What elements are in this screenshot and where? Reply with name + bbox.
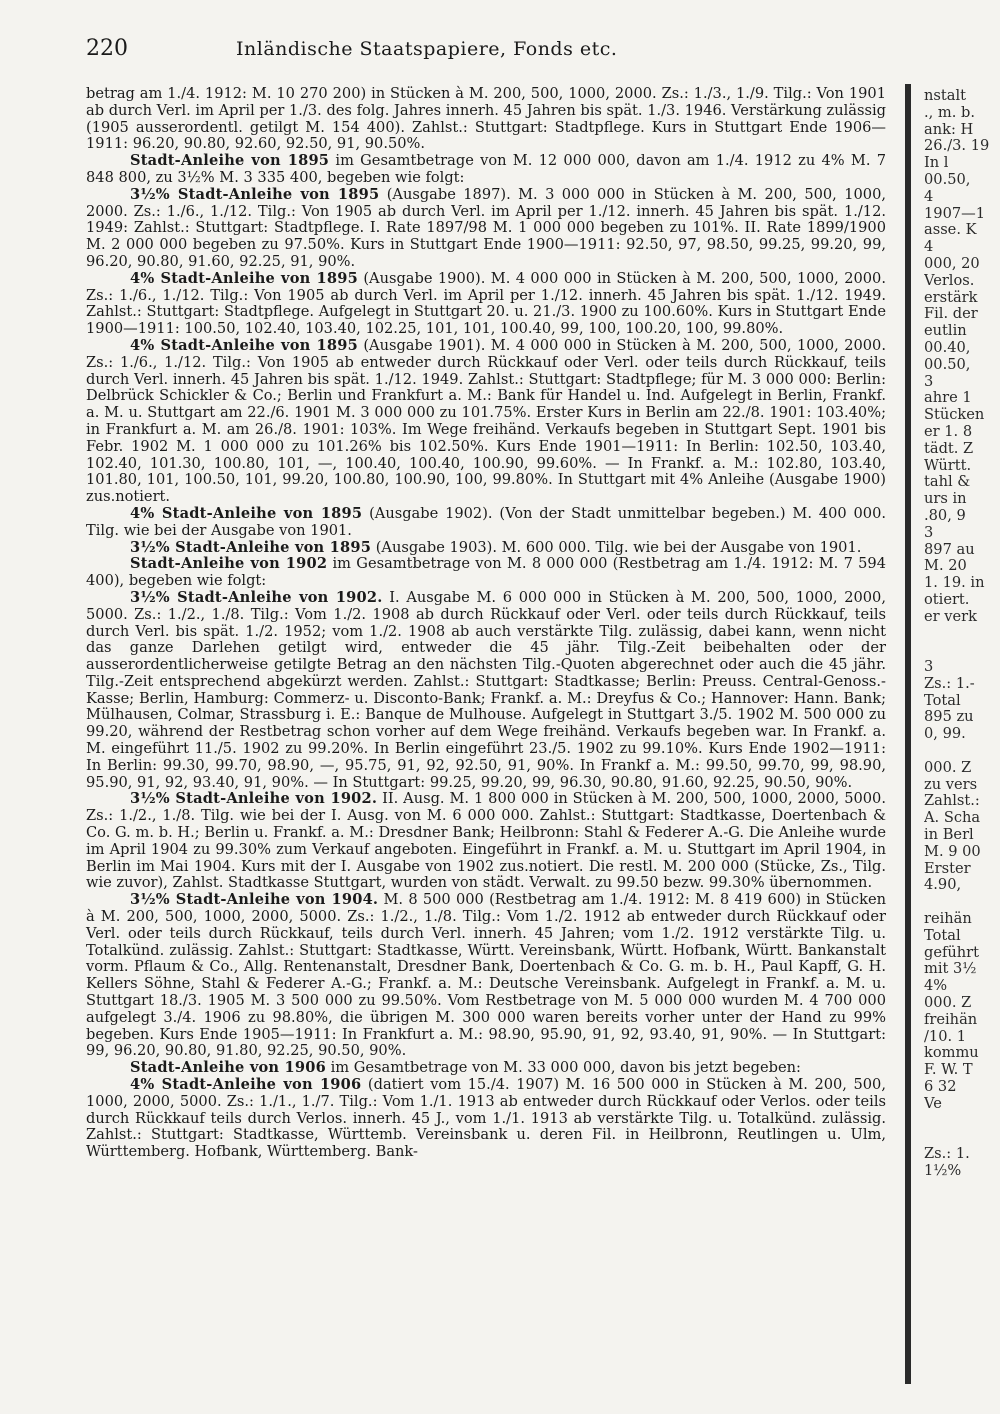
adjacent-page-line: In l: [924, 154, 949, 172]
page-header: [86, 36, 906, 70]
adjacent-page-line: 3: [924, 523, 934, 541]
paragraph: 4% Stadt-Anleihe von 1895 (Ausgabe 1901). M. 4 000 000 in Stücken à M. 200, 500, 1000, 2000. Zs.: 1./6., 1./12. Tilg.: Von 1905 ab entweder durch Rückkauf oder Verl. oder teils durch Rückkauf, teils durch Verl. innerh. 45 Jahren bis spät. 1./12. 1949. Zahlst.: Stuttgart: Stadtpflege; für M. 3 000 000: Berlin: Delbrück Schickler & Co.; Berlin und Frankfurt a. M.: Bank für Handel u. Ind. Aufgelegt in Berlin, Frankf. a. M. u. Stuttgart am 22./6. 1901 M. 3 000 000 zu 101.75%. Erster Kurs in Berlin am 22./8. 1901: 103.40%; in Frankfurt a. M. am 26./8. 1901: 103%. Im Wege freihänd. Verkaufs begeben in Stuttgart Sept. 1901 bis Febr. 1902 M. 1 000 000 zu 101.26% bis 102.50%. Kurs Ende 1901—1911: In Berlin: 102.50, 103.40, 102.40, 101.30, 100.80, 101, —, 100.40, 100.40, 100.90, 99.60%. — In Frankf. a. M.: 102.80, 103.40, 101.80, 101, 100.50, 101, 99.20, 100.80, 100.90, 100, 99.80%. In Stuttgart mit 4% Anleihe (Ausgabe 1900) zus.notiert.: [86, 336, 886, 506]
adjacent-page-line: M. 20: [924, 557, 967, 575]
adjacent-page-line: reihän: [924, 910, 972, 928]
adjacent-page-line: 1907—1: [924, 204, 986, 222]
adjacent-page-line: [924, 1113, 1000, 1130]
adjacent-page-line: [924, 894, 1000, 911]
adjacent-page-line: F. W. T: [924, 1061, 973, 1079]
paragraph: Stadt-Anleihe von 1906 im Gesamtbetrage von M. 33 000 000, davon bis jetzt begeben:: [130, 1059, 801, 1077]
adjacent-page-line: erstärk: [924, 288, 978, 306]
adjacent-page-line: otiert.: [924, 590, 970, 608]
adjacent-page-line: in Berl: [924, 826, 974, 844]
adjacent-page-line: [924, 642, 1000, 659]
running-head: Inländische Staatspapiere, Fonds etc.: [236, 38, 618, 60]
adjacent-page-line: 3: [924, 372, 934, 390]
adjacent-page-line: [924, 626, 1000, 643]
adjacent-page-line: .80, 9: [924, 506, 966, 524]
adjacent-page-line: Ve: [924, 1094, 942, 1112]
paragraph: 3½% Stadt-Anleihe von 1895 (Ausgabe 1897). M. 3 000 000 in Stücken à M. 200, 500, 1000, 2000. Zs.: 1./6., 1./12. Tilg.: Von 1905 ab durch Verl. im April per 1./12. innerh. 45 Jahren bis spät. 1./12. 1949: Zahlst.: Stuttgart: Stadtpflege. I. Rate 1897/98 M. 1 000 000 begeben zu 101%. II. Rate 1899/1900 M. 2 000 000 begeben zu 97.50%. Kurs in Stuttgart Ende 1900—1911: 92.50, 97, 98.50, 99.25, 99.20, 99, 96.20, 90.80, 91.60, 92.25, 91, 90%.: [86, 185, 886, 270]
adjacent-page-line: er verk: [924, 607, 977, 625]
adjacent-page-line: urs in: [924, 490, 967, 508]
adjacent-page-line: kommu: [924, 1044, 979, 1062]
adjacent-page-line: 4: [924, 187, 934, 205]
paragraph: 3½% Stadt-Anleihe von 1902. II. Ausg. M. 1 800 000 in Stücken à M. 200, 500, 1000, 2000, 5000. Zs.: 1./2., 1./8. Tilg. wie bei der I. Ausg. von M. 6 000 000. Zahlst.: Stuttgart: Stadtkasse, Doertenbach & Co. G. m. b. H.; Berlin u. Frankf. a. M.: Dresdner Bank; Heilbronn: Stahl & Federer A.-G. Die Anleihe wurde im April 1904 zu 99.30% zum Verkauf angeboten. Eingeführt in Frankf. a. M. u. Stuttgart im April 1904, in Berlin im Mai 1904. Kurs mit der I. Ausgabe von 1902 zus.notiert. Die restl. M. 200 000 (Stücke, Zs., Tilg. wie zuvor), Zahlst. Stadtkasse Stuttgart, wurden von städt. Verwalt. zu 99.50 bezw. 99.30% übernommen.: [86, 790, 886, 892]
page-gutter: [905, 84, 911, 1384]
adjacent-page-line: nstalt: [924, 88, 966, 104]
adjacent-page-line: ., m. b.: [924, 103, 976, 121]
adjacent-page-line: 3: [924, 658, 934, 676]
paragraph: betrag am 1./4. 1912: M. 10 270 200) in Stücken à M. 200, 500, 1000, 2000. Zs.: 1./3., 1./9. Tilg.: Von 1901 ab durch Verl. im April per 1./3. des folg. Jahres innerh. 45 Jahren bis spät. 1./3. 1946. Verstärkung zulässig (1905 ausserordentl. getilgt M. 154 400). Zahlst.: Stuttgart: Stadtpflege. Kurs in Stuttgart Ende 1906—1911: 96.20, 90.80, 92.60, 92.50, 91, 90.50%.: [86, 85, 886, 153]
adjacent-page-line: M. 9 00: [924, 842, 981, 860]
adjacent-page-line: 000. Z: [924, 758, 972, 776]
adjacent-page-line: 895 zu: [924, 708, 974, 726]
adjacent-page-line: 1. 19. in: [924, 574, 985, 592]
adjacent-page-line: Zs.: 1.-: [924, 674, 975, 692]
adjacent-page-line: 4%: [924, 977, 948, 995]
adjacent-page-line: [924, 743, 1000, 760]
adjacent-page-line: /10. 1: [924, 1027, 967, 1045]
adjacent-page-line: freihän: [924, 1010, 978, 1028]
adjacent-page-line: asse. K: [924, 221, 977, 239]
adjacent-page-line: 000. Z: [924, 994, 972, 1012]
adjacent-page-line: er 1. 8: [924, 422, 973, 440]
paragraph: Stadt-Anleihe von 1902 im Gesamtbetrage von M. 8 000 000 (Restbetrag am 1./4. 1912: M. 7 594 400), begeben wie folgt:: [86, 555, 886, 590]
paragraph: 3½% Stadt-Anleihe von 1904. M. 8 500 000 (Restbetrag am 1./4. 1912: M. 8 419 600) in Stücken à M. 200, 500, 1000, 2000, 5000. Zs.: 1./2., 1./8. Tilg.: Vom 1./2. 1912 ab entweder durch Rückkauf oder Verl. oder teils durch Rückkauf, teils durch Verl. innerh. 45 Jahren; vom 1./2. 1912 verstärkte Tilg. u. Totalkünd. zulässig. Zahlst.: Stuttgart: Stadtkasse, Württ. Vereinsbank, Württ. Hofbank, Württ. Bankanstalt vorm. Pflaum & Co., Allg. Rentenanstalt, Dresdner Bank, Doertenbach & Co. G. m. b. H., Paul Kapff, G. H. Kellers Söhne, Stahl & Federer A.-G.; Frankf. a. M.: Deutsche Vereinsbank. Aufgelegt in Frankf. a. M. u. Stuttgart 18./3. 1905 M. 3 500 000 zu 99.50%. Vom Restbetrage von M. 5 000 000 wurden M. 4 700 000 aufgelegt 3./4. 1906 zu 98.80%, die übrigen M. 300 000 waren bereits vorher unter der Hand zu 99% begeben. Kurs Ende 1905—1911: In Frankfurt a. M.: 98.90, 95.90, 91, 92, 93.40, 91, 90%. — In Stuttgart: 99, 96.20, 90.80, 91.80, 92.25, 90.50, 90%.: [86, 891, 886, 1060]
adjacent-page-line: zu vers: [924, 775, 978, 793]
adjacent-page-line: 4.90,: [924, 876, 962, 894]
adjacent-page-line: 6 32: [924, 1078, 957, 1096]
adjacent-page-line: tädt. Z: [924, 439, 974, 457]
adjacent-page-line: Total: [924, 691, 961, 709]
adjacent-page-line: ahre 1: [924, 389, 972, 407]
adjacent-page-line: 0, 99.: [924, 725, 966, 743]
adjacent-page-line: 00.40,: [924, 338, 971, 356]
adjacent-page-line: Erster: [924, 859, 971, 877]
adjacent-page-line: 000, 20: [924, 254, 980, 272]
adjacent-page-line: Stücken: [924, 406, 985, 424]
main-text-column: [86, 86, 886, 1161]
adjacent-page-line: ank: H: [924, 120, 974, 138]
paragraph: 4% Stadt-Anleihe von 1906 (datiert vom 15./4. 1907) M. 16 500 000 in Stücken à M. 200, 500, 1000, 2000, 5000. Zs.: 1./1., 1./7. Tilg.: Vom 1./1. 1913 ab entweder durch Rückkauf oder Verlos. oder teils durch Rückkauf teils durch Verlos. innerh. 45 J., vom 1./1. 1913 ab verstärkte Tilg. u. Totalkünd. zulässig. Zahlst.: Stuttgart: Stadtkasse, Württemb. Vereinsbank u. deren Fil. in Heilbronn, Reutlingen u. Ulm, Württemberg. Hofbank, Württemberg. Bank-: [86, 1076, 886, 1161]
page-number: 220: [86, 36, 128, 61]
adjacent-page-line: A. Scha: [924, 809, 981, 827]
paragraph: 3½% Stadt-Anleihe von 1895 (Ausgabe 1903). M. 600 000. Tilg. wie bei der Ausgabe von 1901.: [130, 538, 862, 556]
adjacent-page-line: mit 3½: [924, 960, 977, 978]
paragraph: 4% Stadt-Anleihe von 1895 (Ausgabe 1902). (Von der Stadt unmittelbar begeben.) M. 400 000. Tilg. wie bei der Ausgabe von 1901.: [86, 504, 886, 539]
adjacent-page-line: Verlos.: [924, 271, 975, 289]
adjacent-page-line: Fil. der: [924, 305, 978, 323]
adjacent-page-line: 00.50,: [924, 170, 971, 188]
adjacent-page-line: [924, 1129, 1000, 1146]
adjacent-page-line: 26./3. 19: [924, 137, 990, 155]
paragraph: 4% Stadt-Anleihe von 1895 (Ausgabe 1900). M. 4 000 000 in Stücken à M. 200, 500, 1000, 2000. Zs.: 1./6., 1./12. Tilg.: Von 1905 ab durch Verl. im April per 1./12. innerh. 45 Jahren bis spät. 1./12. 1949. Zahlst.: Stuttgart: Stadtpflege. Aufgelegt in Stuttgart 20. u. 21./3. 1900 zu 100.60%. Kurs in Stuttgart Ende 1900—1911: 100.50, 102.40, 103.40, 102.25, 101, 101, 100.40, 99, 100, 100.20, 100, 99.80%.: [86, 269, 886, 338]
adjacent-page-line: Zahlst.:: [924, 792, 980, 810]
adjacent-page-line: Total: [924, 926, 961, 944]
paragraph: Stadt-Anleihe von 1895 im Gesamtbetrage von M. 12 000 000, davon am 1./4. 1912 zu 4% M. 7 848 800, zu 3½% M. 3 335 400, begeben wie folgt:: [86, 152, 886, 186]
adjacent-page-line: Zs.: 1.: [924, 1145, 970, 1163]
adjacent-page-line: eutlin: [924, 322, 967, 340]
adjacent-page-column: [924, 88, 1000, 1388]
adjacent-page-line: geführt: [924, 943, 980, 961]
adjacent-page-line: Württ.: [924, 456, 972, 474]
adjacent-page-line: 00.50,: [924, 355, 971, 373]
adjacent-page-line: 4: [924, 238, 934, 256]
paragraph: 3½% Stadt-Anleihe von 1902. I. Ausgabe M. 6 000 000 in Stücken à M. 200, 500, 1000, 2000, 5000. Zs.: 1./2., 1./8. Tilg.: Vom 1./2. 1908 ab durch Rückkauf oder Verl. oder teils durch Rückkauf, teils durch Verl. bis spät. 1./2. 1952; vom 1./2. 1908 ab auch verstärkte Tilg. zulässig, dabei kann, wenn nicht das ganze Darlehen getilgt wird, entweder die 45 jähr. Tilg.-Zeit beibehalten oder der ausserordentlicherweise getilgte Betrag an den nächsten Tilg.-Quoten abgerechnet oder auch die 45 jähr. Tilg.-Zeit entsprechend abgekürzt werden. Zahlst.: Stuttgart: Stadtkasse; Berlin: Preuss. Central-Genoss.-Kasse; Berlin, Hamburg: Commerz- u. Disconto-Bank; Frankf. a. M.: Dreyfus & Co.; Hannover: Hann. Bank; Mülhausen, Colmar, Strassburg i. E.: Banque de Mulhouse. Aufgelegt in Stuttgart 3./5. 1902 M. 500 000 zu 99.20, während der Restbetrag schon vorher auf dem Wege freihänd. Verkaufs begeben war. In Frankf. a. M. eingeführt 11./5. 1902 zu 99.20%. In Berlin eingeführt 23./5. 1902 zu 99.10%. Kurs Ende 1902—1911: In Berlin: 99.30, 99.70, 98.90, —, 95.75, 91, 92, 92.50, 91, 90%. In Frankf a. M.: 99.50, 99.70, 99, 98.90, 95.90, 91, 92, 93.40, 91, 90%. — In Stuttgart: 99.25, 99.20, 99, 96.30, 90.80, 91.60, 92.25, 90.50, 90%.: [86, 588, 886, 791]
adjacent-page-line: tahl &: [924, 473, 971, 491]
adjacent-page-line: 1½%: [924, 1162, 962, 1179]
adjacent-page-line: 897 au: [924, 540, 975, 558]
